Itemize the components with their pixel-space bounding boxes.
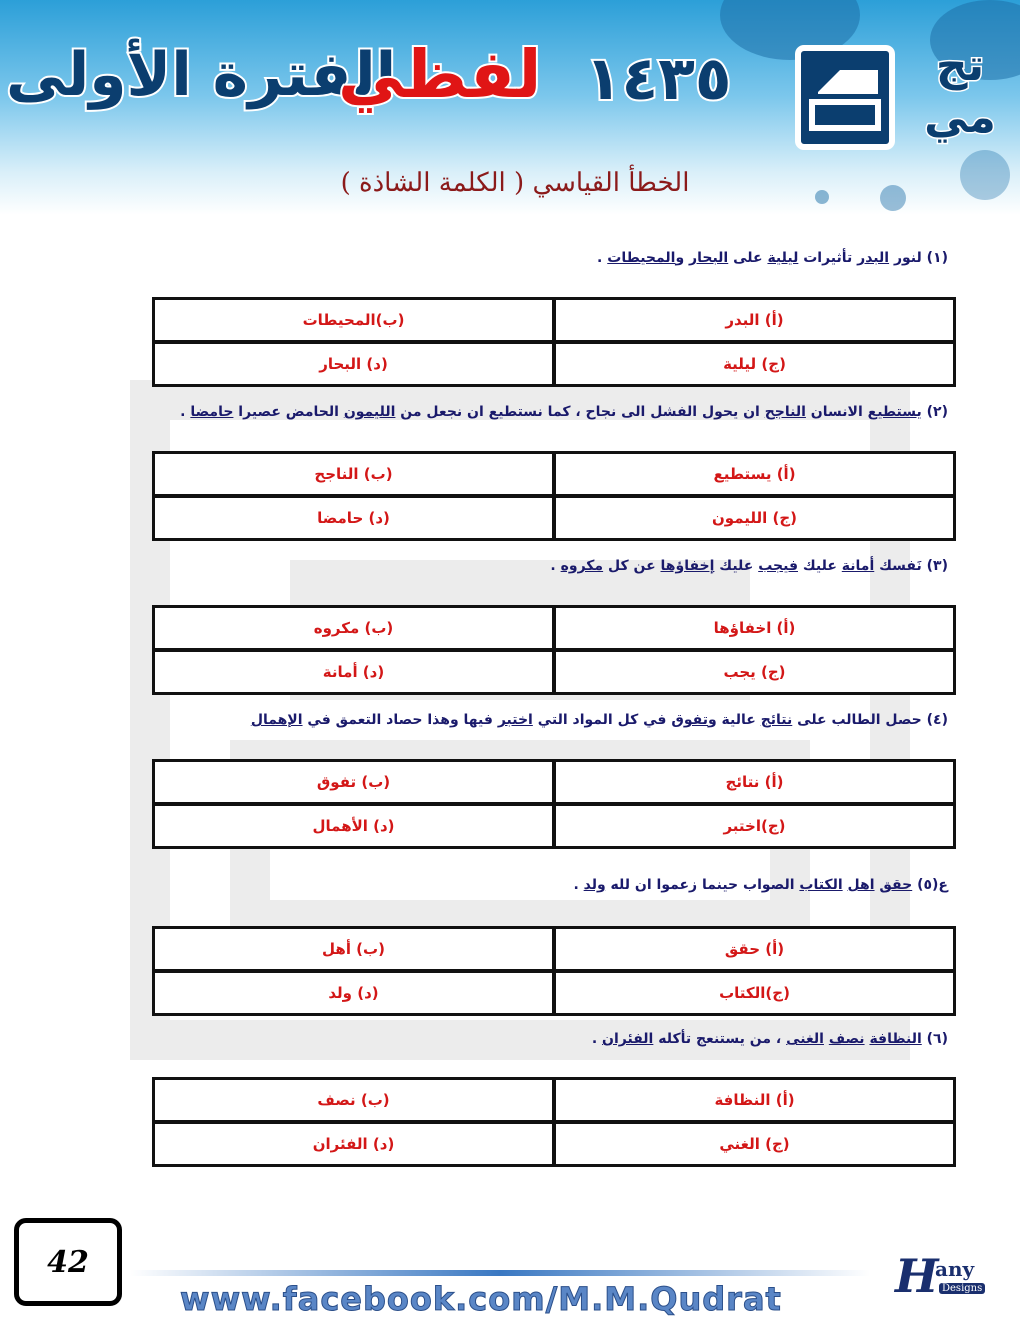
option-a[interactable]: (أ) حقق xyxy=(552,929,953,969)
options-row xyxy=(155,494,953,538)
brand-logo-icon xyxy=(790,40,900,155)
question-text: عليك xyxy=(714,558,759,574)
question-4 xyxy=(251,712,948,728)
underlined-word: اختبر xyxy=(497,712,533,728)
option-a[interactable]: (أ) نتائج xyxy=(552,762,953,802)
footer-divider xyxy=(130,1270,870,1276)
question-text: حصل الطالب على xyxy=(792,712,922,728)
options-table-3 xyxy=(152,605,956,695)
option-c[interactable]: (ج) الغني xyxy=(552,1124,953,1164)
option-c[interactable]: (ج) ليلية xyxy=(552,344,953,384)
brand-letters: تج مي xyxy=(924,40,996,143)
option-b[interactable]: (ب) مكروه xyxy=(313,619,394,637)
question-text: . xyxy=(591,1031,603,1047)
page-subtitle: الخطأ القياسي ( الكلمة الشاذة ) xyxy=(340,168,690,198)
page-number: 42 xyxy=(47,1244,89,1280)
question-text: . xyxy=(573,877,584,893)
question-text: تأثيرات xyxy=(798,250,858,266)
designer-logo-name: any xyxy=(935,1257,975,1281)
options-row xyxy=(155,454,953,494)
option-a[interactable]: (أ) النظافة xyxy=(552,1080,953,1120)
options-table-4 xyxy=(152,759,956,849)
question-text: لنور xyxy=(889,250,922,266)
option-b[interactable]: (ب) نصف xyxy=(317,1091,390,1109)
question-1 xyxy=(597,250,948,266)
title-verbal: لفظي xyxy=(338,36,542,113)
underlined-word: إخفاؤها xyxy=(660,558,715,574)
question-text: فيها وهذا حصاد التعمق في xyxy=(302,712,498,728)
underlined-word: الغنى xyxy=(786,1031,824,1047)
question-text: . xyxy=(180,404,191,420)
options-row xyxy=(155,300,953,340)
options-table-1 xyxy=(152,297,956,387)
question-number: (٢) xyxy=(926,404,948,420)
ink-splash xyxy=(880,185,906,211)
header-banner xyxy=(0,0,1020,215)
designer-logo-initial: H xyxy=(895,1249,939,1303)
option-b[interactable]: (ب)المحيطات xyxy=(302,311,405,329)
question-text: عليك xyxy=(798,558,842,574)
options-table-2 xyxy=(152,451,956,541)
question-6 xyxy=(592,1031,948,1047)
underlined-word: البحار xyxy=(689,250,729,266)
underlined-word: يستطيع xyxy=(867,404,922,420)
option-c[interactable]: (ج)اختبر xyxy=(552,806,953,846)
options-row xyxy=(155,929,953,969)
question-text: الحامض عصيرا xyxy=(233,404,344,420)
designer-logo-sub: Designs xyxy=(939,1283,985,1294)
underlined-word: الإهمال xyxy=(250,712,303,728)
option-d[interactable]: (د) أمانة xyxy=(322,663,385,681)
underlined-word: ولد xyxy=(583,877,606,893)
option-c[interactable]: (ج) الليمون xyxy=(552,498,953,538)
option-a[interactable]: (أ) يستطيع xyxy=(552,454,953,494)
underlined-word: فيجب xyxy=(758,558,798,574)
options-row xyxy=(155,340,953,384)
option-d[interactable]: (د) الفئران xyxy=(312,1135,395,1153)
underlined-word: الليمون xyxy=(343,404,396,420)
question-number: (٤) xyxy=(926,712,948,728)
footer-url[interactable]: www.facebook.com/M.M.Qudrat xyxy=(180,1280,782,1318)
underlined-word: اهل xyxy=(847,877,875,893)
question-text: على xyxy=(728,250,768,266)
option-d[interactable]: (د) البحار xyxy=(319,355,388,373)
question-text: في كل المواد التي xyxy=(532,712,672,728)
ink-splash xyxy=(815,190,829,204)
underlined-word: النظافة xyxy=(869,1031,922,1047)
underlined-word: أمانة xyxy=(841,558,875,574)
options-row xyxy=(155,762,953,802)
question-text: و xyxy=(675,250,690,266)
options-row xyxy=(155,802,953,846)
question-number: (٣) xyxy=(926,558,948,574)
options-row xyxy=(155,1120,953,1164)
option-a[interactable]: (أ) اخفاؤها xyxy=(552,608,953,648)
options-row xyxy=(155,608,953,648)
question-text: ان يحول الفشل الى نجاح ، كما نستطيع ان نجعل من xyxy=(395,404,765,420)
option-b[interactable]: (ب) الناجح xyxy=(314,465,393,483)
underlined-word: الكتاب xyxy=(799,877,843,893)
question-text: . xyxy=(597,250,608,266)
question-text: عن كل xyxy=(603,558,661,574)
underlined-word: مكروه xyxy=(560,558,604,574)
option-b[interactable]: (ب) تفوق xyxy=(316,773,391,791)
title-year: ١٤٣٥ xyxy=(585,44,732,114)
underlined-word: حقق xyxy=(879,877,913,893)
question-3 xyxy=(550,558,948,574)
underlined-word: ليلية xyxy=(767,250,799,266)
option-c[interactable]: (ج)الكتاب xyxy=(552,973,953,1013)
option-b[interactable]: (ب) أهل xyxy=(322,940,385,958)
underlined-word: الفئران xyxy=(602,1031,654,1047)
underlined-word: نصف xyxy=(828,1031,865,1047)
options-table-5 xyxy=(152,926,956,1016)
option-d[interactable]: (د) ولد xyxy=(328,984,379,1002)
underlined-word: نتائج xyxy=(760,712,793,728)
question-number: (١) xyxy=(926,250,948,266)
underlined-word: البدر xyxy=(857,250,890,266)
question-text: ، من يستنعج تأكله xyxy=(653,1031,787,1047)
page-number-box xyxy=(14,1218,122,1306)
question-text: الانسان xyxy=(805,404,868,420)
question-number: (٦) xyxy=(926,1031,948,1047)
options-row xyxy=(155,969,953,1013)
question-text: نَفسك xyxy=(874,558,922,574)
option-d[interactable]: (د) حامضا xyxy=(317,509,390,527)
question-text: . xyxy=(550,558,561,574)
ink-splash xyxy=(960,150,1010,200)
options-table-6 xyxy=(152,1077,956,1167)
question-text: عالية و xyxy=(707,712,761,728)
question-text: الصواب حينما زعموا ان لله xyxy=(605,877,800,893)
designer-logo xyxy=(895,1249,1001,1305)
option-d[interactable]: (د) الأهمال xyxy=(312,817,395,835)
option-a[interactable]: (أ) البدر xyxy=(552,300,953,340)
question-5 xyxy=(573,877,948,893)
options-row xyxy=(155,648,953,692)
underlined-word: الناجح xyxy=(764,404,806,420)
underlined-word: تفوق xyxy=(671,712,708,728)
question-number: ع(٥) xyxy=(917,877,948,893)
title-period: الفترة الأولى xyxy=(6,40,397,110)
underlined-word: المحيطات xyxy=(607,250,676,266)
options-row xyxy=(155,1080,953,1120)
underlined-word: حامضا xyxy=(190,404,234,420)
question-2 xyxy=(180,404,948,420)
option-c[interactable]: (ج) يجب xyxy=(552,652,953,692)
